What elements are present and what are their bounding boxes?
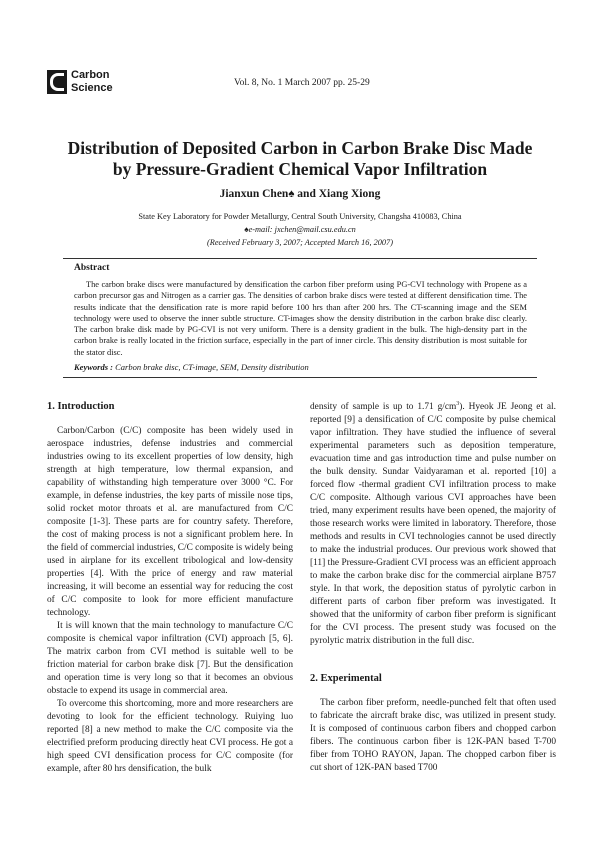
introduction-heading: 1. Introduction [47, 401, 115, 412]
title-line-2: by Pressure-Gradient Chemical Vapor Infiltration [112, 159, 488, 179]
journal-logo [47, 70, 127, 100]
carbon-science-logo-icon [47, 70, 67, 94]
paper-title [50, 138, 550, 180]
logo-text [71, 69, 113, 95]
received-dates [50, 236, 550, 249]
keywords-label: Keywords : [74, 362, 113, 372]
email-text: ♠e-mail: jxchen@mail.csu.edu.cn [244, 225, 356, 234]
intro-paragraph-2: It is will known that the main technology to manufacture C/C composite is chemical vapor infiltration (CVI) approach [5, 6]. The matrix carbon from CVI method is suitable well to be friction material for carbon brake disk [7]. But the densification and operation time is very long so that it becomes an obvious obstacle to expend its usage in commercial area. [47, 621, 293, 696]
journal-citation: Vol. 8, No. 1 March 2007 pp. 25-29 [234, 78, 370, 88]
abstract-text: The carbon brake discs were manufactured by densification the carbon fiber preform using PG-CVI technology with Propene as a carbon precursor gas and Nitrogen as a carrier gas. The densities of carbon brake discs were tested at different densification time. The results indicate that the densification rate is more rapid before 100 hrs than after 200 hrs. The CT-scanning image and the SEM technology were used to observe the inner subtle structure. CT-images show the density distribution in the carbon brake disc clearly. The carbon brake disk made by PG-CVI is not very uniform. There is a density gradient in the bulk. The high-density part in the carbon brake is really located in the friction surface, especially in the part of inner circle. This density distribution is most suitable for the stator disc. [74, 280, 527, 357]
abstract-top-rule [63, 258, 537, 259]
abstract-bottom-rule [63, 377, 537, 378]
right-column [310, 401, 556, 775]
affiliation-block [50, 210, 550, 249]
title-line-1: Distribution of Deposited Carbon in Carbon Brake Disc Made [67, 138, 533, 158]
superscript: 3 [456, 400, 460, 407]
continued-text-a: density of sample is up to 1.71 g/cm [310, 402, 457, 412]
institution: State Key Laboratory for Powder Metallurgy, Central South University, Changsha 410083, China [138, 212, 462, 221]
continued-text-b: ). Hyeok JE Jeong et al. reported [9] a densification of C/C composite by pulse chemical vapor infiltration. They have studied the influence of several experimental parameters such as deposition temperature, evacuation time and gas introduction time and pulse number on the bulk density. Sundar Vaidyaraman et al. reported [10] a forced flow -thermal gradient CVI infiltration process to make C/C composite. Although various CVI approaches have been tried, many experiment results have been opened, the majority of those research works were limited in laboratory. Therefore, those methods and results in CVI technologies cannot be used directly to make the industrial produces. Our previous work showed that [11] the Pressure-Gradient CVI process was an efficient approach to make the carbon brake disc for the commercial airplane B757 style. In that work, the deposition status of pyrolytic carbon in different parts of carbon fiber preform was investigated. It showed that the uniformity of carbon fiber preform is significant for the CVI process. The present study was focused on the pyrolytic matrix distribution in the full disc. [310, 402, 556, 646]
experimental-paragraph-1: The carbon fiber preform, needle-punched felt that often used to fabricate the aircraft brake disc, was utilized in present study. It is composed of continuous carbon fibers and chopped carbon fibers. The continuous carbon fiber is 12K-PAN based T-700 fiber from TOHO RAYON, Japan. The chopped carbon fiber is cut short of 12K-PAN based T700 [310, 698, 556, 773]
experimental-heading: 2. Experimental [310, 673, 382, 684]
received-text: (Received February 3, 2007; Accepted March 16, 2007) [207, 238, 393, 247]
author-email [50, 223, 550, 236]
intro-paragraph-1: Carbon/Carbon (C/C) composite has been widely used in aerospace industries, defense industries and commercial industries owing to its excellent properties of low density, high strength at high temperature, low thermal expansion, and capability of withstanding high temperature over 3000 °C. For example, in defense industries, the key parts of missile nose tips, solid rocket motor throats et al. are manufactured from C/C composite [1-3]. These parts are for country safety. Therefore, the cost of making process is not a significant problem here. In the field of commercial industries, C/C composite is widely being used in airplane for its excellent tribological and low-density properties [4]. With the price of energy and raw material increasing, it will become an essential way for reducing the cost of C/C composite to look for more efficient manufacture technology. [47, 426, 294, 618]
keywords-line [74, 362, 309, 372]
abstract-heading: Abstract [74, 263, 110, 273]
intro-continued-paragraph [310, 401, 556, 648]
intro-paragraph-3: To overcome this shortcoming, more and more researchers are devoting to look for the efficient technology. Ruiying luo reported [8] a new method to make the C/C composite via the electrified preform producing directly heat CVI process. He got a high speed CVI densification process for C/C composite (for example, after 80 hrs densification, the bulk [47, 699, 293, 774]
logo-line-2: Science [71, 82, 113, 94]
keywords-text: Carbon brake disc, CT-image, SEM, Density distribution [112, 362, 309, 372]
left-column [47, 400, 293, 776]
author-list: Jianxun Chen♠ and Xiang Xiong [219, 188, 381, 200]
logo-line-1: Carbon [71, 69, 110, 81]
